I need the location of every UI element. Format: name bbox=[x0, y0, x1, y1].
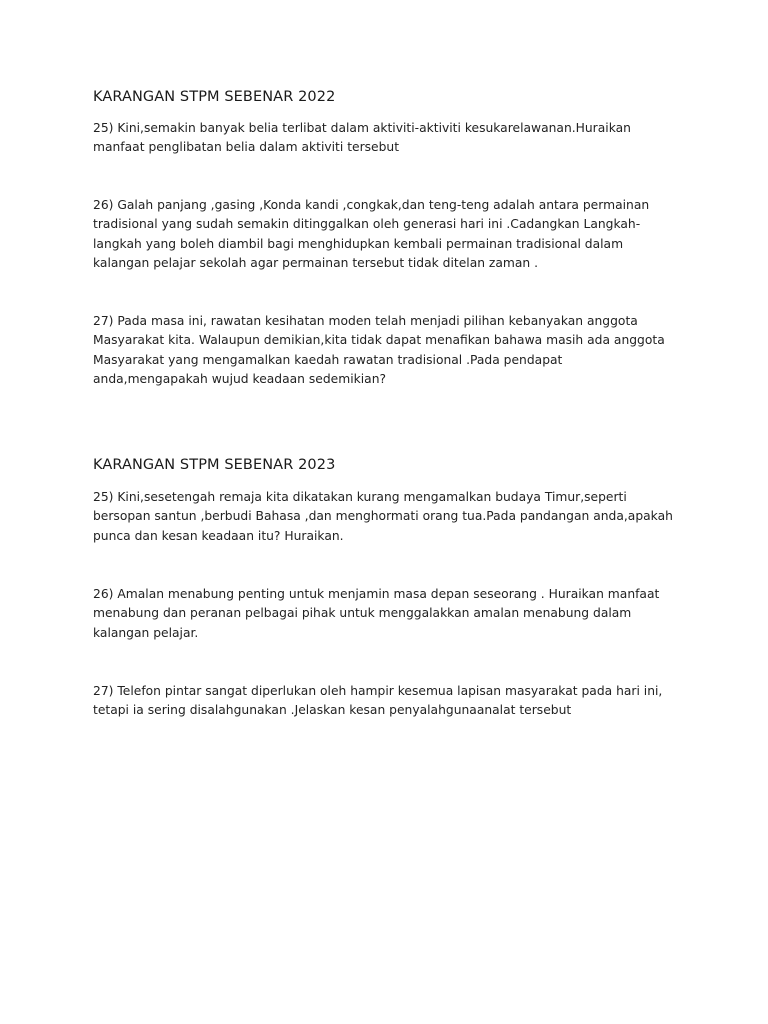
question-2022-25 bbox=[93, 119, 683, 158]
question-2023-27 bbox=[93, 682, 683, 721]
question-line: Masyarakat yang mengamalkan kaedah rawatan tradisional .Pada pendapat bbox=[93, 352, 563, 367]
question-line: menabung dan peranan pelbagai pihak untuk menggalakkan amalan menabung dalam bbox=[93, 606, 632, 621]
question-line: kalangan pelajar. bbox=[93, 625, 199, 640]
question-line: anda,mengapakah wujud keadaan sedemikian? bbox=[93, 371, 387, 386]
question-line: 26) Galah panjang ,gasing ,Konda kandi ,congkak,dan teng-teng adalah antara permainan bbox=[93, 198, 650, 212]
question-line: 26) Amalan menabung penting untuk menjamin masa depan seseorang . Huraikan manfaat bbox=[93, 587, 660, 601]
question-line: kalangan pelajar sekolah agar permainan tersebut tidak ditelan zaman . bbox=[93, 255, 539, 270]
question-line: 25) Kini,sesetengah remaja kita dikatakan kurang mengamalkan budaya Timur,seperti bbox=[93, 490, 627, 504]
question-2023-26 bbox=[93, 585, 683, 643]
question-line: 27) Pada masa ini, rawatan kesihatan moden telah menjadi pilihan kebanyakan anggota bbox=[93, 314, 638, 328]
question-line: Masyarakat kita. Walaupun demikian,kita tidak dapat menafikan bahawa masih ada anggota bbox=[93, 333, 665, 348]
question-2022-27 bbox=[93, 312, 683, 389]
question-line: tradisional yang sudah semakin ditinggalkan oleh generasi hari ini .Cadangkan Langkah- bbox=[93, 217, 641, 232]
question-line: tetapi ia sering disalahgunakan .Jelaskan kesan penyalahgunaanalat tersebut bbox=[93, 703, 572, 718]
section-heading-2022: KARANGAN STPM SEBENAR 2022 bbox=[93, 89, 336, 105]
section-heading-2023: KARANGAN STPM SEBENAR 2023 bbox=[93, 457, 336, 473]
question-2022-26 bbox=[93, 196, 683, 273]
question-line: punca dan kesan keadaan itu? Huraikan. bbox=[93, 528, 344, 543]
question-line: manfaat penglibatan belia dalam aktiviti tersebut bbox=[93, 140, 400, 155]
question-line: langkah yang boleh diambil bagi menghidupkan kembali permainan tradisional dalam bbox=[93, 236, 624, 251]
question-line: 27) Telefon pintar sangat diperlukan oleh hampir kesemua lapisan masyarakat pada hari ini, bbox=[93, 684, 663, 698]
question-2023-25 bbox=[93, 488, 683, 546]
question-line: 25) Kini,semakin banyak belia terlibat dalam aktiviti-aktiviti kesukarelawanan.Huraikan bbox=[93, 121, 631, 135]
question-line: bersopan santun ,berbudi Bahasa ,dan menghormati orang tua.Pada pandangan anda,apakah bbox=[93, 509, 673, 524]
